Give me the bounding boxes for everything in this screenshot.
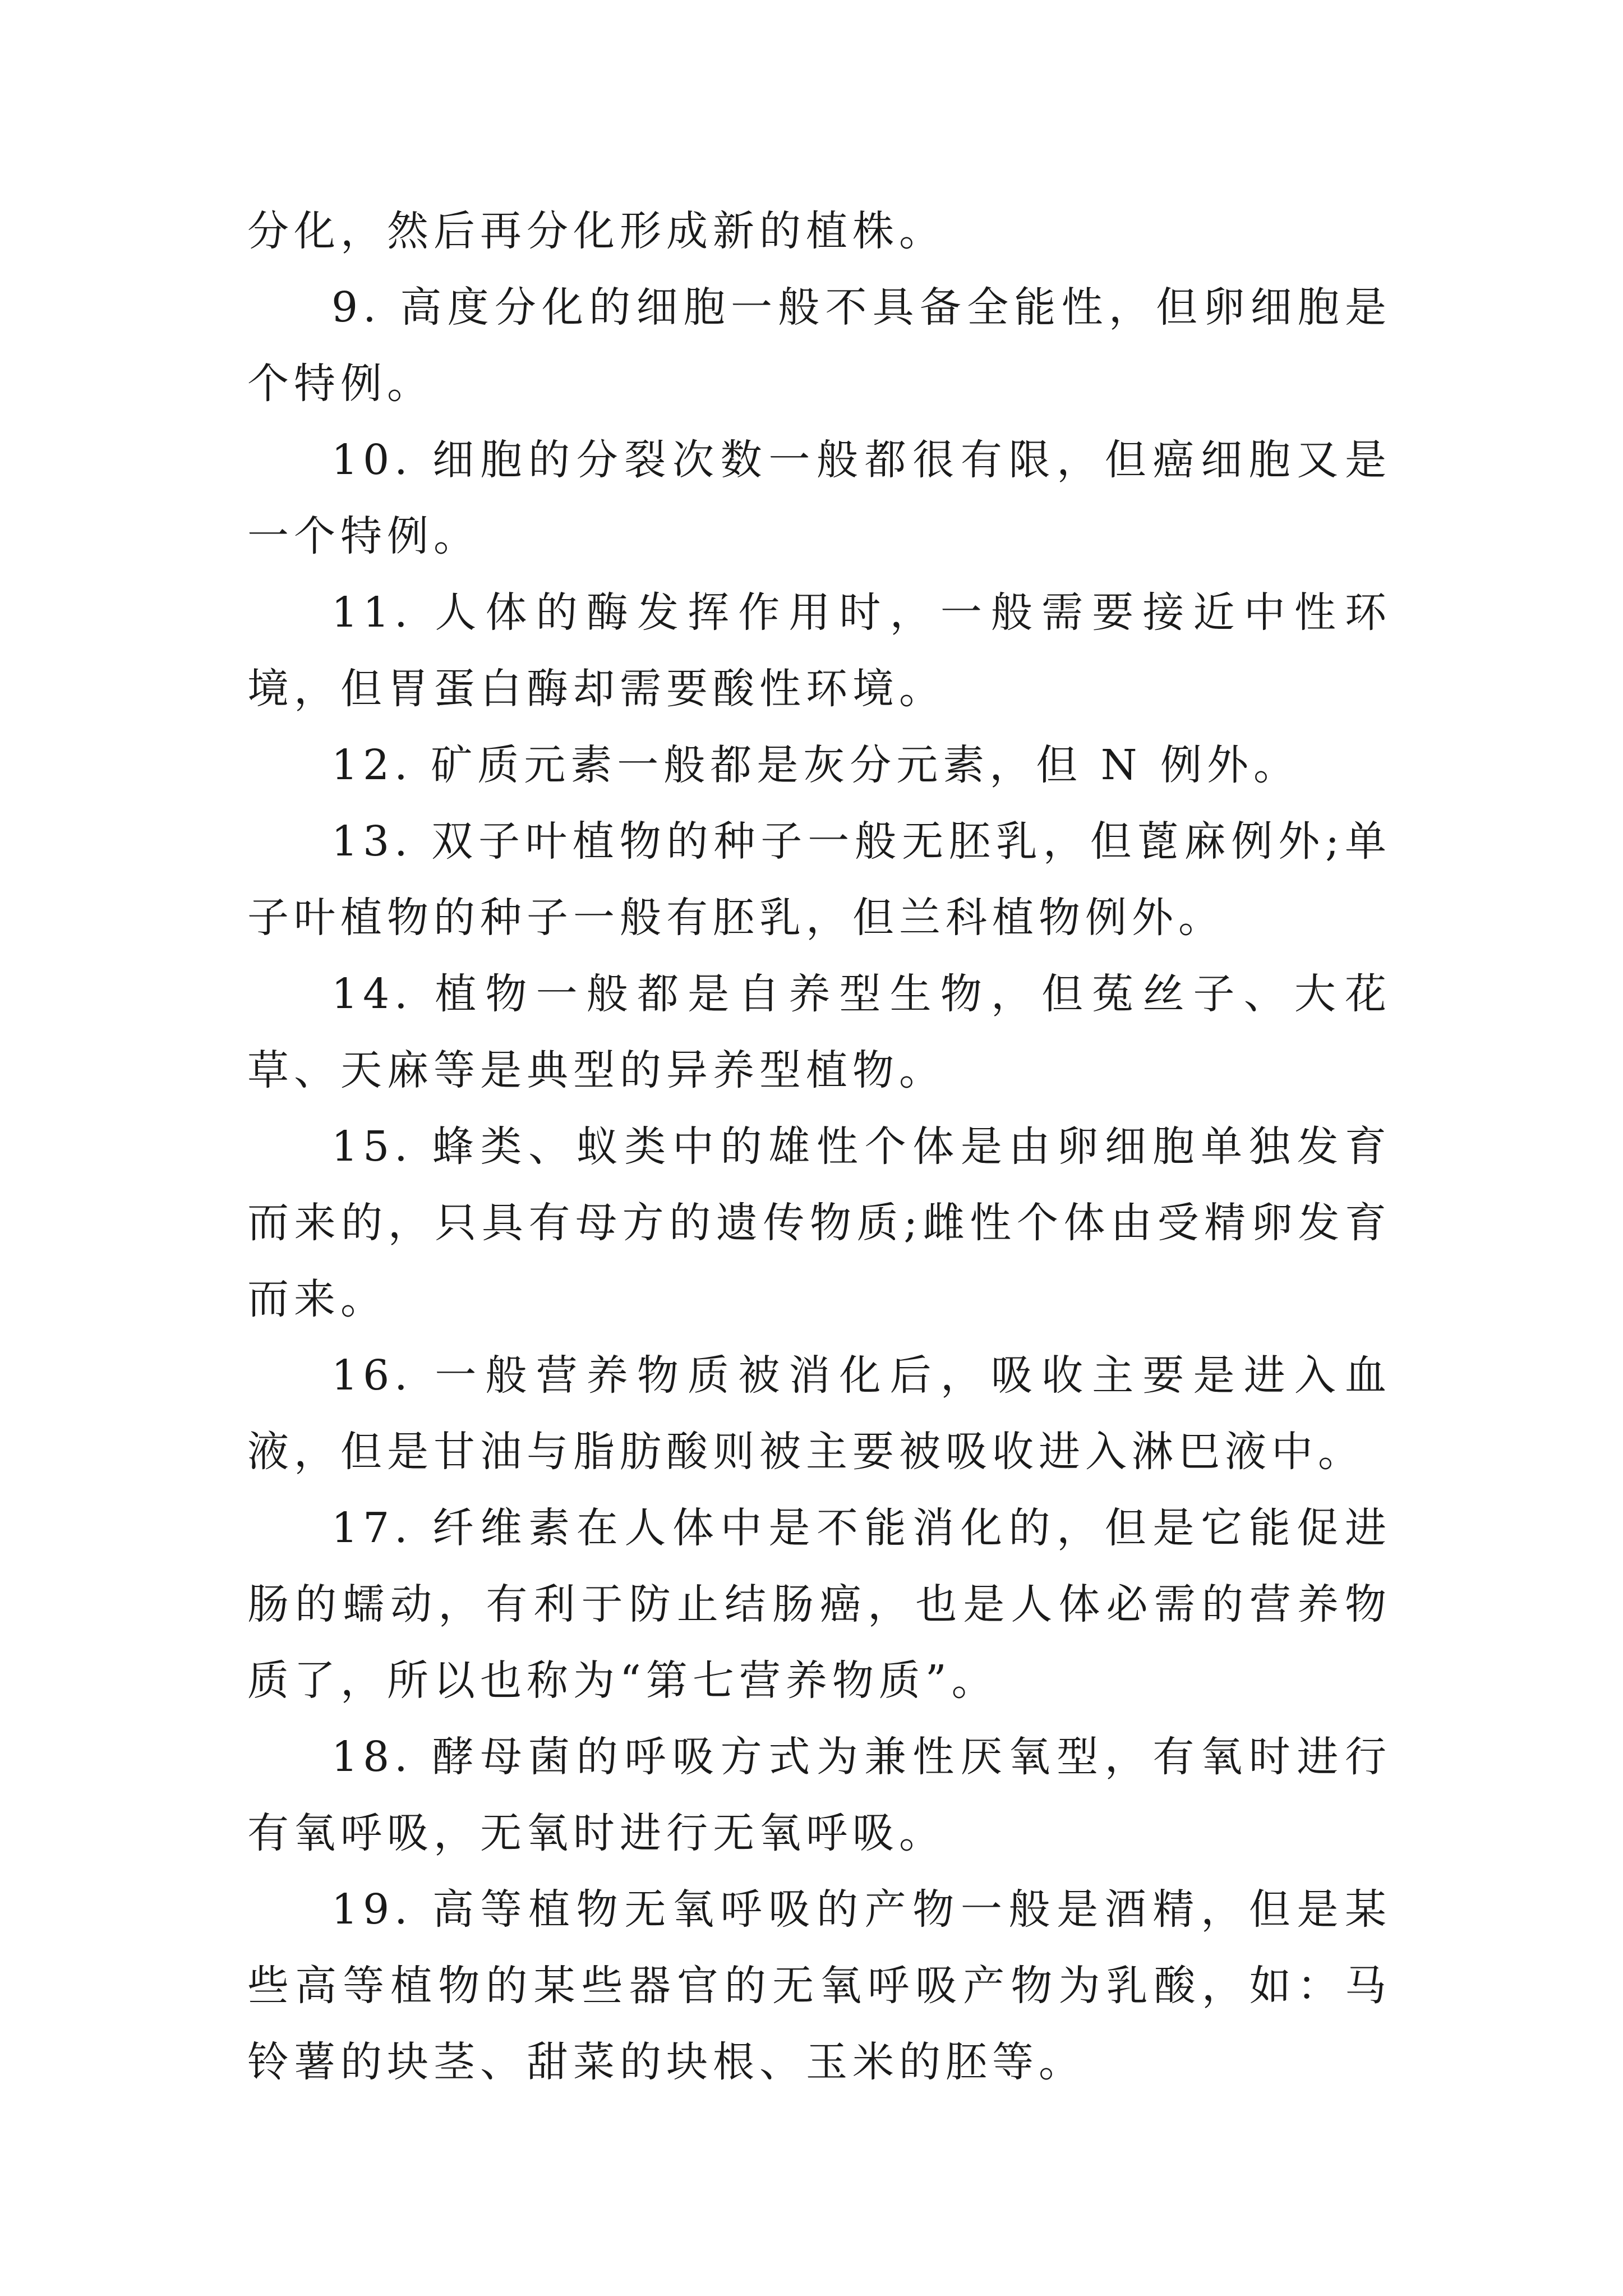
paragraph-17: 17. 纤维素在人体中是不能消化的，但是它能促进肠的蠕动，有利于防止结肠癌，也是人体必需的营养物质了，所以也称为“第七营养物质”。 bbox=[247, 1504, 1391, 1705]
paragraph-18: 18. 酵母菌的呼吸方式为兼性厌氧型，有氧时进行有氧呼吸，无氧时进行无氧呼吸。 bbox=[247, 1733, 1391, 1857]
paragraph-19: 19. 高等植物无氧呼吸的产物一般是酒精，但是某些高等植物的某些器官的无氧呼吸产物为乳酸，如：马铃薯的块茎、甜菜的块根、玉米的胚等。 bbox=[247, 1885, 1391, 2086]
body-text bbox=[247, 193, 1391, 2100]
paragraph-8-continuation: 分化，然后再分化形成新的植株。 bbox=[247, 207, 946, 255]
paragraph-15: 15. 蜂类、蚁类中的雄性个体是由卵细胞单独发育而来的，只具有母方的遗传物质;雌性个体由受精卵发育而来。 bbox=[247, 1122, 1391, 1323]
paragraph-16: 16. 一般营养物质被消化后，吸收主要是进入血液，但是甘油与脂肪酸则被主要被吸收进入淋巴液中。 bbox=[247, 1351, 1391, 1476]
paragraph-9: 9. 高度分化的细胞一般不具备全能性，但卵细胞是个特例。 bbox=[247, 283, 1391, 408]
paragraph-12: 12. 矿质元素一般都是灰分元素，但 N 例外。 bbox=[331, 741, 1300, 789]
paragraph-11: 11. 人体的酶发挥作用时，一般需要接近中性环境，但胃蛋白酶却需要酸性环境。 bbox=[247, 588, 1391, 713]
paragraph-10: 10. 细胞的分裂次数一般都很有限，但癌细胞又是一个特例。 bbox=[247, 436, 1391, 560]
paragraph-14: 14. 植物一般都是自养型生物，但菟丝子、大花草、天麻等是典型的异养型植物。 bbox=[247, 970, 1391, 1094]
paragraph-13: 13. 双子叶植物的种子一般无胚乳，但蓖麻例外;单子叶植物的种子一般有胚乳，但兰科植物例外。 bbox=[247, 817, 1391, 942]
